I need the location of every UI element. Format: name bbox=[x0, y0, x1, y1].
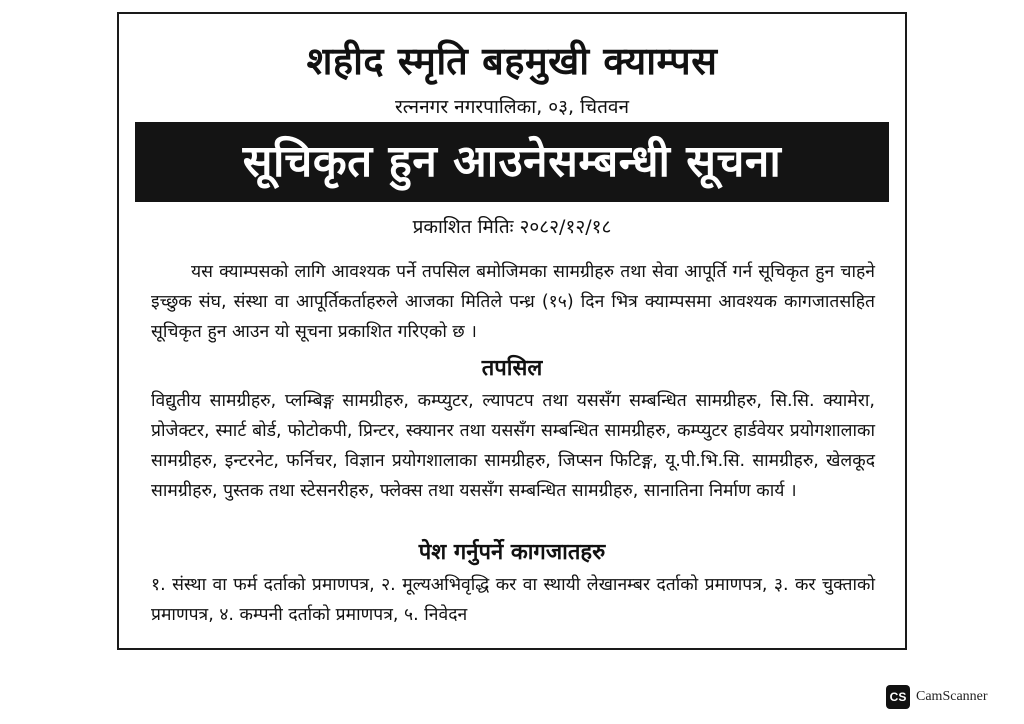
published-date: प्रकाशित मितिः २०८२/१२/१८ bbox=[412, 216, 612, 238]
details-paragraph: विद्युतीय सामग्रीहरु, प्लम्बिङ्ग सामग्रीहरु, कम्प्युटर, ल्यापटप तथा यससँग सम्बन्धित सामग्रीहरु, सि.सि. क्यामेरा, प्रोजेक्टर, स्मार्ट बोर्ड, फोटोकपी, प्रिन्टर, स्क्यानर तथा यससँग सम्बन्धित सामग्रीहरु, कम्प्युटर हार्डवेयर प्रयोगशालाका सामग्रीहरु, इन्टरनेट, फर्निचर, विज्ञान प्रयोगशालाका सामग्रीहरु, जिप्सन फिटिङ्ग, यू.पी.भि.सि. सामग्रीहरु, खेलकूद सामग्रीहरु, पुस्तक तथा स्टेसनरीहरु, फ्लेक्स तथा यससँग सम्बन्धित सामग्रीहरु, सानातिना निर्माण कार्य । bbox=[151, 391, 875, 501]
camscanner-label: CamScanner bbox=[916, 689, 988, 704]
campus-title: शहीद स्मृति बहमुखी क्याम्पस bbox=[306, 39, 718, 83]
notice-banner: सूचिकृत हुन आउनेसम्बन्धी सूचना bbox=[135, 122, 889, 202]
notice-box bbox=[117, 12, 907, 650]
intro-paragraph: यस क्याम्पसको लागि आवश्यक पर्ने तपसिल बमोजिमका सामग्रीहरु तथा सेवा आपूर्ति गर्न सूचिकृत हुन चाहने इच्छुक संघ, संस्था वा आपूर्तिकर्ताहरुले आजका मितिले पन्ध्र (१५) दिन भित्र क्याम्पसमा आवश्यक कागजातसहित सूचिकृत हुन आउन यो सूचना प्रकाशित गरिएको छ । bbox=[151, 262, 875, 342]
camscanner-logo-icon: CS bbox=[886, 685, 910, 709]
campus-address: रत्ननगर नगरपालिका, ०३, चितवन bbox=[394, 96, 630, 118]
camscanner-watermark bbox=[886, 684, 988, 710]
documents-heading: पेश गर्नुपर्ने कागजातहरु bbox=[418, 540, 606, 565]
details-heading: तपसिल bbox=[481, 356, 543, 381]
documents-paragraph: १. संस्था वा फर्म दर्ताको प्रमाणपत्र, २. मूल्यअभिवृद्धि कर वा स्थायी लेखानम्बर दर्ताको प्रमाणपत्र, ३. कर चुक्ताको प्रमाणपत्र, ४. कम्पनी दर्ताको प्रमाणपत्र, ५. निवेदन bbox=[151, 575, 875, 625]
